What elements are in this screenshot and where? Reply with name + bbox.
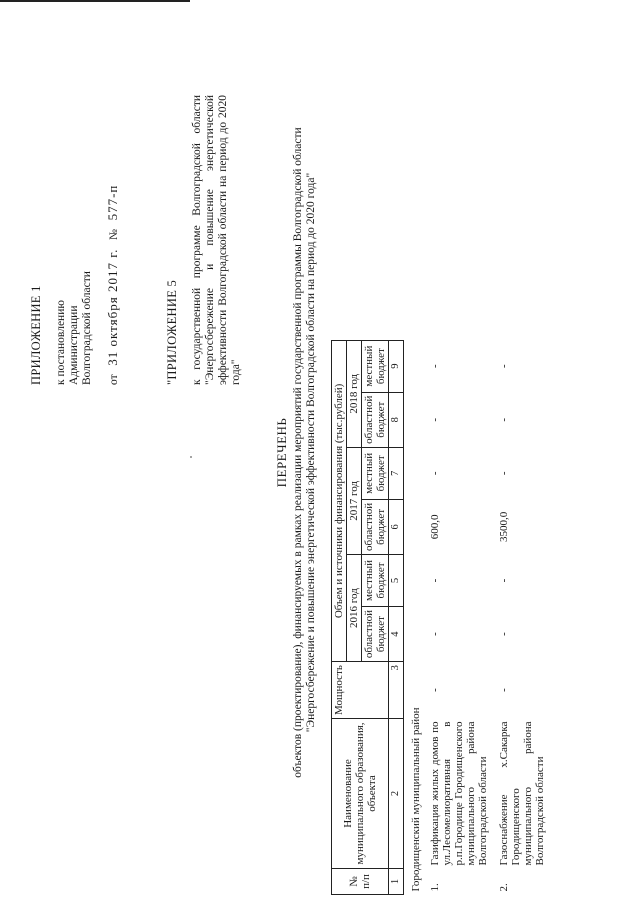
row-2-loc-2016: - <box>498 578 510 583</box>
row-1-reg-2018: - <box>429 417 441 422</box>
appendix-title: ПРИЛОЖЕНИЕ 1 <box>29 285 43 385</box>
row-2-no: 2. <box>498 883 510 892</box>
col-num-7: 7 <box>389 447 404 499</box>
header-row-1 <box>332 340 347 894</box>
header-name: Наименование муниципального образования, объекта <box>332 719 389 869</box>
header-year-2016: 2016 год <box>347 554 362 661</box>
header-no: № п/п <box>332 869 389 895</box>
list-subtitle <box>292 0 318 905</box>
col-num-1: 1 <box>389 869 404 895</box>
header-regional-2018: областной бюджет <box>362 392 389 447</box>
row-2-loc-2017: - <box>498 471 510 476</box>
header-year-2018: 2018 год <box>347 340 362 447</box>
header-regional-2017: областной бюджет <box>362 499 389 554</box>
appendix-line-1: к постановлению <box>55 300 67 385</box>
col-num-8: 8 <box>389 392 404 447</box>
list-subtitle-line-2: "Энергосбережение и повышение энергетической эффективности Волгоградской области на период до 2020 года" <box>305 172 317 733</box>
row-1-reg-2016: - <box>429 632 441 636</box>
row-1-name: Газификация жилых домов по ул.Лесомелиоративная в р.п.Городище Городищенского муниципального района Волгоградской области <box>429 721 489 866</box>
appendix-line-3: Волгоградской области <box>81 271 93 385</box>
number-prefix: № <box>108 229 120 241</box>
appendix-block <box>30 185 121 385</box>
row-2-loc-2018: - <box>498 364 510 368</box>
row-1-loc-2017: - <box>429 471 441 476</box>
row-1-no: 1. <box>429 883 441 892</box>
row-1-loc-2016: - <box>429 578 441 583</box>
objects-table <box>331 340 547 895</box>
header-funding: Объем и источники финансирования (тыс.рублей) <box>332 340 347 662</box>
row-2-reg-2017: 3500,0 <box>498 511 510 543</box>
col-num-2: 2 <box>389 719 404 869</box>
header-local-2016: местный бюджет <box>362 554 389 606</box>
section-title: Городищенский муниципальный район <box>410 707 422 892</box>
row-2-name: Газоснабжение х.Сакарка Городищенского муниципального района Волгоградской области <box>498 721 546 866</box>
column-number-row <box>389 340 404 894</box>
row-1-loc-2018: - <box>429 364 441 368</box>
appendix-date: 31 октября 2017 г. <box>105 248 120 366</box>
header-power: Мощность <box>332 662 389 719</box>
list-title: ПЕРЕЧЕНЬ <box>274 417 289 488</box>
list-subtitle-line-1: объектов (проектирование), финансируемых в рамках реализации мероприятий государственной программы Волгоградской области <box>292 127 304 778</box>
row-1-power: - <box>429 688 441 692</box>
col-num-6: 6 <box>389 499 404 554</box>
appendix5-title: "ПРИЛОЖЕНИЕ 5 <box>165 279 179 385</box>
header-regional-2016: областной бюджет <box>362 606 389 661</box>
col-num-4: 4 <box>389 606 404 661</box>
row-1-reg-2017: 600,0 <box>429 514 441 540</box>
appendix-line-2: Администрации <box>68 305 80 385</box>
appendix5-text: к государственной программе Волгоградской области "Энергосбережение и повышение энергетической эффективности Волгоградской области на период до 2020 года" <box>191 95 242 385</box>
header-local-2017: местный бюджет <box>362 447 389 499</box>
row-2-reg-2018: - <box>498 417 510 422</box>
section-row <box>404 340 429 894</box>
col-num-3: 3 <box>389 662 404 719</box>
row-2-power: - <box>498 688 510 692</box>
appendix5-block <box>166 55 243 385</box>
date-prefix: от <box>108 374 120 385</box>
table-row <box>497 340 547 894</box>
row-2-reg-2016: - <box>498 632 510 636</box>
header-local-2018: местный бюджет <box>362 340 389 392</box>
col-num-5: 5 <box>389 554 404 606</box>
appendix-date-line <box>106 185 121 385</box>
appendix-number: 577-п <box>105 184 120 221</box>
col-num-9: 9 <box>389 340 404 392</box>
table-row <box>428 340 497 894</box>
header-year-2017: 2017 год <box>347 447 362 554</box>
